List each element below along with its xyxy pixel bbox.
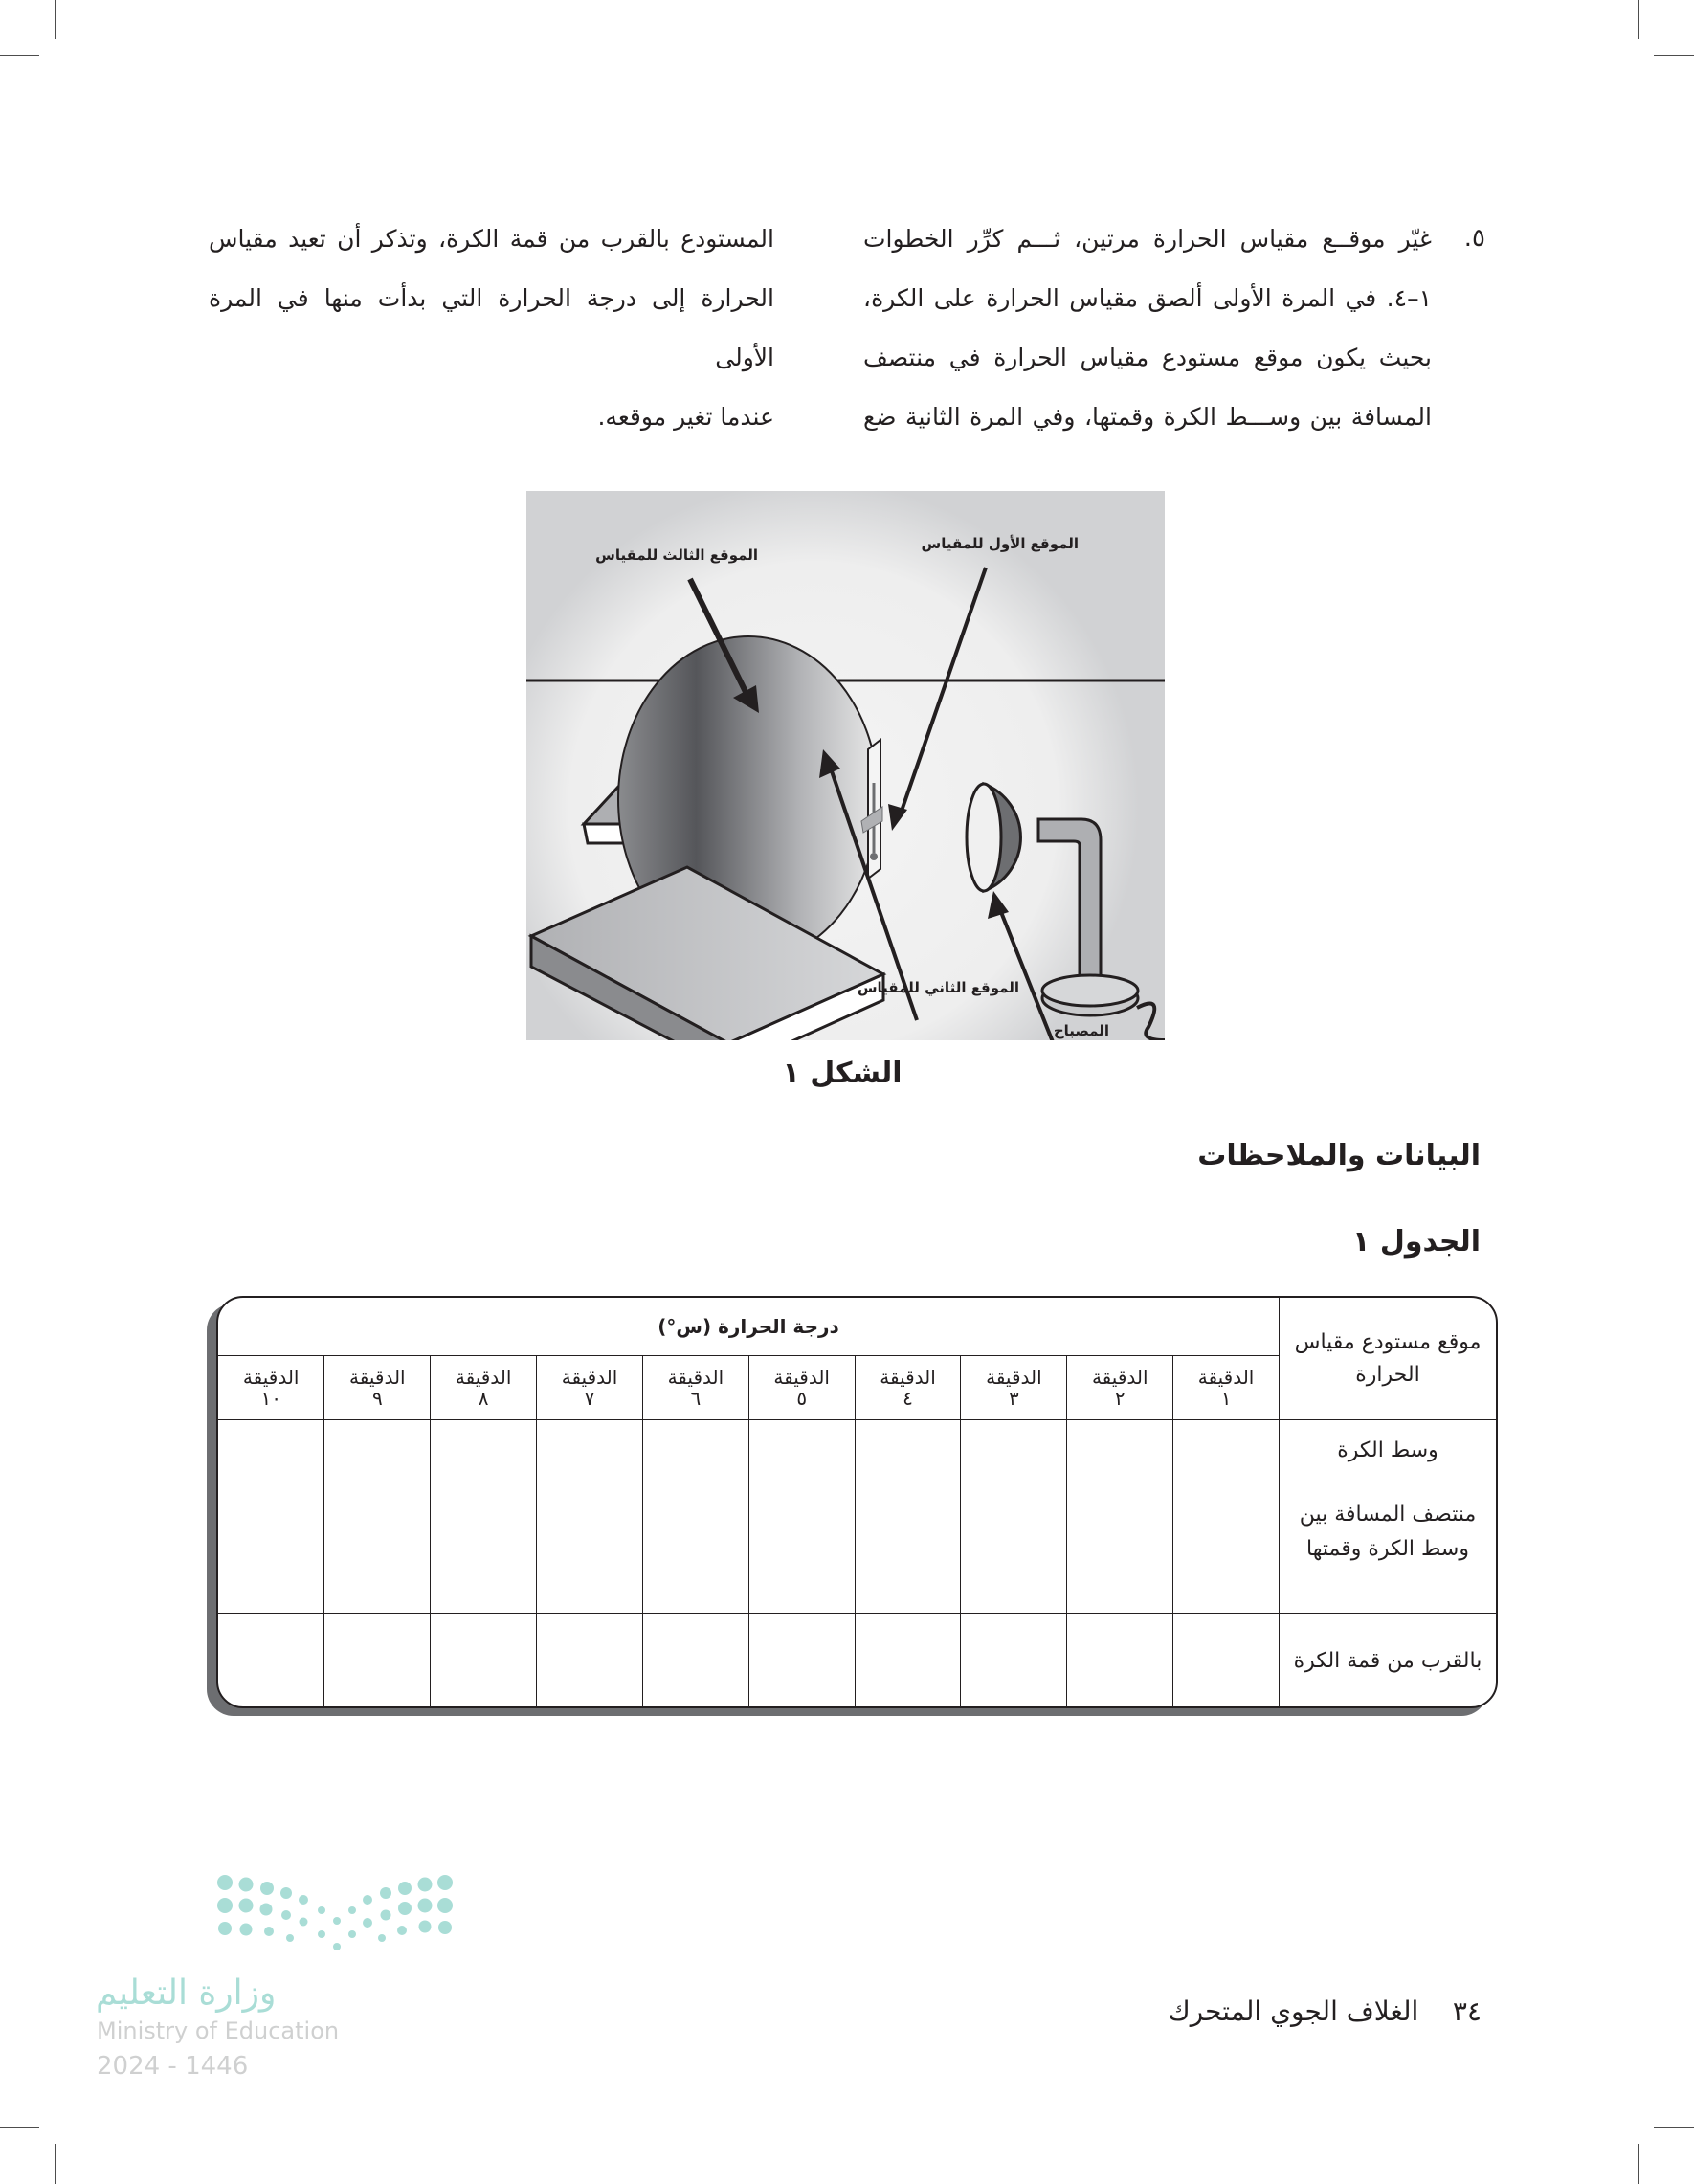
data-cell[interactable] <box>1173 1482 1280 1614</box>
data-cell[interactable] <box>961 1420 1067 1482</box>
text-line: ١–٤. في المرة الأولى ألصق مقياس الحرارة على الكرة، <box>863 284 1432 312</box>
data-cell[interactable] <box>1173 1614 1280 1709</box>
crop-mark <box>1638 0 1639 39</box>
minute-header: الدقيقة ١٠ <box>218 1356 324 1420</box>
text-line: بحيث يكون موقع مستودع مقياس الحرارة في منتصف <box>863 344 1432 371</box>
row-label: منتصف المسافة بين وسط الكرة وقمتها <box>1280 1482 1497 1614</box>
crop-mark <box>0 55 39 56</box>
logo-english-text: Ministry of Education <box>97 2017 340 2044</box>
crop-mark <box>1654 2127 1694 2128</box>
crop-mark <box>55 0 56 39</box>
crop-mark <box>1654 55 1694 56</box>
minute-header: الدقيقة ٣ <box>961 1356 1067 1420</box>
data-cell[interactable] <box>961 1482 1067 1614</box>
data-cell[interactable] <box>324 1614 431 1709</box>
data-cell[interactable] <box>431 1482 537 1614</box>
minute-header: الدقيقة ٦ <box>642 1356 748 1420</box>
crop-mark <box>55 2144 56 2184</box>
row-label: وسط الكرة <box>1280 1420 1497 1482</box>
data-cell[interactable] <box>1067 1614 1173 1709</box>
unit-title: الغلاف الجوي المتحرك <box>1168 1995 1419 2027</box>
logo-year: 2024 - 1446 <box>97 2052 249 2081</box>
temperature-header: درجة الحرارة (س°) <box>218 1298 1280 1356</box>
procedure-right-column <box>863 210 1432 447</box>
page-number: ٣٤ <box>1452 1995 1482 2027</box>
table-heading: الجدول ١ <box>1352 1225 1481 1259</box>
data-cell[interactable] <box>1067 1420 1173 1482</box>
procedure-left-column <box>209 210 774 447</box>
data-cell[interactable] <box>748 1420 855 1482</box>
data-cell[interactable] <box>537 1482 643 1614</box>
data-cell[interactable] <box>961 1614 1067 1709</box>
data-cell[interactable] <box>431 1614 537 1709</box>
logo-arabic-text: وزارة التعليم <box>96 1973 277 2013</box>
row-label: بالقرب من قمة الكرة <box>1280 1614 1497 1709</box>
page-footer <box>1169 1995 1482 2027</box>
table-row <box>218 1420 1496 1482</box>
position-header: موقع مستودع مقياس الحرارة <box>1280 1298 1497 1420</box>
minute-header: الدقيقة ٧ <box>537 1356 643 1420</box>
data-cell[interactable] <box>431 1420 537 1482</box>
minute-header: الدقيقة ٥ <box>748 1356 855 1420</box>
crop-mark <box>0 2127 39 2128</box>
data-cell[interactable] <box>324 1482 431 1614</box>
data-table-1 <box>216 1296 1498 1708</box>
figure-caption: الشكل ١ <box>782 1057 903 1090</box>
crop-mark <box>1638 2144 1639 2184</box>
text-line: الحرارة إلى درجة الحرارة التي بدأت منها في المرة الأولى <box>209 284 774 371</box>
data-cell[interactable] <box>855 1614 961 1709</box>
minute-header: الدقيقة ٤ <box>855 1356 961 1420</box>
data-cell[interactable] <box>855 1420 961 1482</box>
figure-1-illustration <box>526 491 1165 1040</box>
label-third-position: الموقع الثالث للمقياس <box>595 546 758 564</box>
data-cell[interactable] <box>324 1420 431 1482</box>
step-number: ٥. <box>1463 224 1485 253</box>
data-cell[interactable] <box>1067 1482 1173 1614</box>
data-cell[interactable] <box>642 1614 748 1709</box>
label-first-position: الموقع الأول للمقياس <box>921 535 1079 552</box>
data-cell[interactable] <box>218 1420 324 1482</box>
data-cell[interactable] <box>748 1614 855 1709</box>
data-cell[interactable] <box>1173 1420 1280 1482</box>
minute-header: الدقيقة ٩ <box>324 1356 431 1420</box>
data-cell[interactable] <box>537 1420 643 1482</box>
data-cell[interactable] <box>855 1482 961 1614</box>
section-heading: البيانات والملاحظات <box>1197 1139 1481 1172</box>
table-frame <box>216 1296 1498 1708</box>
data-cell[interactable] <box>537 1614 643 1709</box>
minute-header: الدقيقة ٨ <box>431 1356 537 1420</box>
text-line: غيّر موقــع مقياس الحرارة مرتين، ثـــم كرِّر الخطوات <box>863 225 1432 253</box>
label-lamp: المصباح <box>1053 1022 1109 1039</box>
text-line: المستودع بالقرب من قمة الكرة، وتذكر أن تعيد مقياس <box>209 225 774 253</box>
minute-header: الدقيقة ٢ <box>1067 1356 1173 1420</box>
data-cell[interactable] <box>748 1482 855 1614</box>
label-second-position: الموقع الثاني للمقياس <box>857 979 1019 996</box>
text-line: المسافة بين وســـط الكرة وقمتها، وفي المرة الثانية ضع <box>863 403 1432 431</box>
data-cell[interactable] <box>642 1482 748 1614</box>
table-row <box>218 1614 1496 1709</box>
table-row <box>218 1482 1496 1614</box>
data-cell[interactable] <box>218 1482 324 1614</box>
text-line: عندما تغير موقعه. <box>597 403 774 431</box>
data-cell[interactable] <box>642 1420 748 1482</box>
minute-header: الدقيقة ١ <box>1173 1356 1280 1420</box>
data-cell[interactable] <box>218 1614 324 1709</box>
logo-dots-icon <box>206 1861 455 1952</box>
